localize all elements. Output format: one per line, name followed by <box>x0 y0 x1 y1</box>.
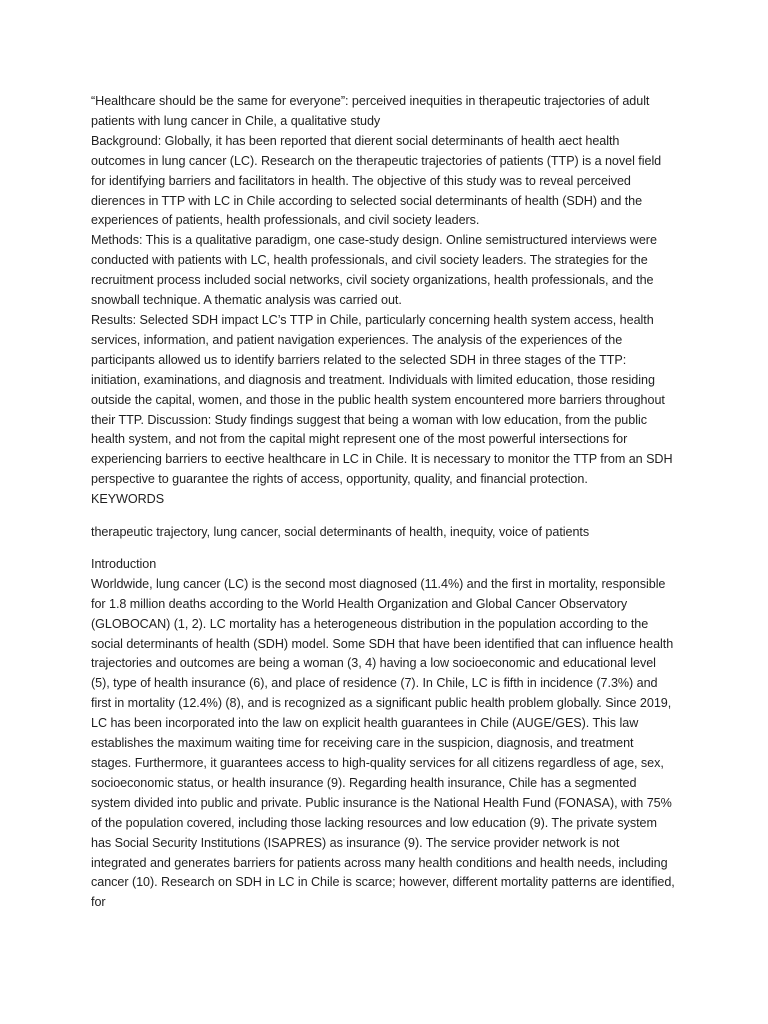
introduction-text: Worldwide, lung cancer (LC) is the second most diagnosed (11.4%) and the first in mortality, responsible for 1.8 million deaths according to the World Health Organization and Global Cancer Observatory (GLOBOCAN) (1, 2). LC mortality has a heterogeneous distribution in the population according to the social determinants of health (SDH) model. Some SDH that have been identified that can influence health trajectories and outcomes are being a woman (3, 4) having a low socioeconomic and educational level (5), type of health insurance (6), and place of residence (7). In Chile, LC is fifth in incidence (7.3%) and first in mortality (12.4%) (8), and is recognized as a significant public health problem globally. Since 2019, LC has been incorporated into the law on explicit health guarantees in Chile (AUGE/GES). This law establishes the maximum waiting time for receiving care in the suspicion, diagnosis, and treatment stages. Furthermore, it guarantees access to high-quality services for all citizens regardless of age, sex, socioeconomic status, or health insurance (9). Regarding health insurance, Chile has a segmented system divided into public and private. Public insurance is the National Health Fund (FONASA), with 75% of the population covered, including those lacking resources and low education (9). The private system has Social Security Institutions (ISAPRES) as insurance (9). The service provider network is not integrated and generates barriers for patients across many health conditions and health needs, including cancer (10). Research on SDH in LC in Chile is scarce; however, different mortality patterns are identified, for <box>91 576 675 910</box>
document-page <box>91 92 677 913</box>
keywords-heading: KEYWORDS <box>91 492 165 507</box>
paper-title: “Healthcare should be the same for everyone”: perceived inequities in therapeutic trajectories of adult patients with lung cancer in Chile, a qualitative study <box>91 94 650 128</box>
abstract-methods: Methods: This is a qualitative paradigm, one case-study design. Online semistructured interviews were conducted with patients with LC, health professionals, and civil society leaders. The strategies for the recruitment process included social networks, civil society organizations, health professionals, and the snowball technique. A thematic analysis was carried out. <box>91 233 657 308</box>
abstract-background: Background: Globally, it has been reported that dierent social determinants of health aect health outcomes in lung cancer (LC). Research on the therapeutic trajectories of patients (TTP) is a novel field for identifying barriers and facilitators in health. The objective of this study was to reveal perceived dierences in TTP with LC in Chile according to selected social determinants of health (SDH) and the experiences of patients, health professionals, and civil society leaders. <box>91 133 662 228</box>
abstract-results: Results: Selected SDH impact LC’s TTP in Chile, particularly concerning health system access, health services, information, and patient navigation experiences. The analysis of the experiences of the participants allowed us to identify barriers related to the selected SDH in three stages of the TTP: initiation, examinations, and diagnosis and treatment. Individuals with limited education, those residing outside the capital, women, and those in the public health system encountered more barriers throughout their TTP. Discussion: Study findings suggest that being a woman with low education, from the public health system, and not from the capital might represent one of the most powerful intersections for experiencing barriers to eective healthcare in LC in Chile. It is necessary to monitor the TTP from an SDH perspective to guarantee the rights of access, opportunity, quality, and financial protection. <box>91 312 673 487</box>
keywords-list: therapeutic trajectory, lung cancer, social determinants of health, inequity, voice of patients <box>91 524 590 539</box>
introduction-heading: Introduction <box>91 556 157 571</box>
